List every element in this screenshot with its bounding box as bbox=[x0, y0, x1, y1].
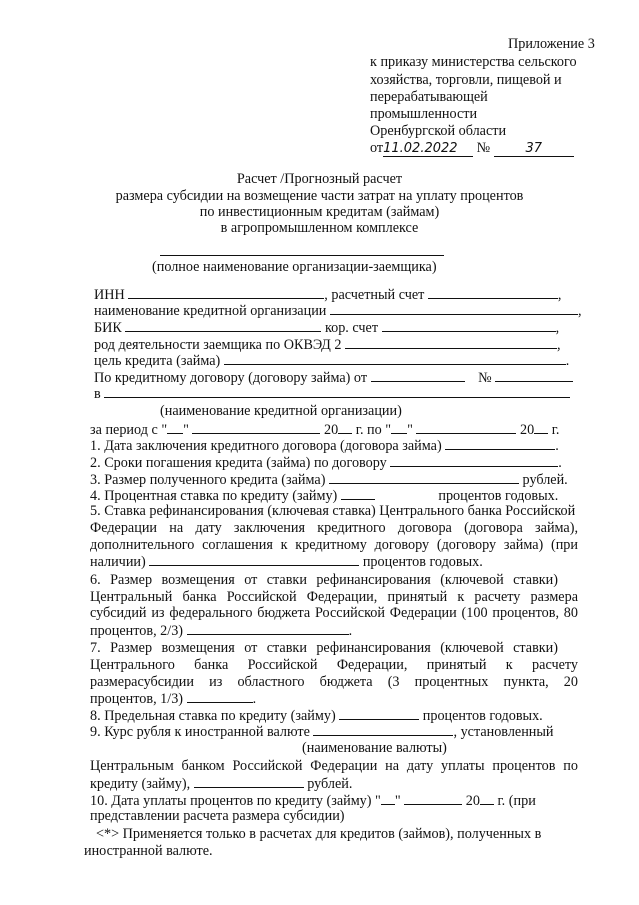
purpose-blank bbox=[224, 352, 566, 365]
item-4-blank bbox=[341, 487, 375, 500]
item-9-rate-blank bbox=[194, 775, 304, 788]
item-7-line: Центрального банка Российской Федерации, принятый к расчету bbox=[90, 657, 578, 673]
purpose-label: цель кредита (займа) bbox=[94, 353, 221, 369]
currency-caption: (наименование валюты) bbox=[302, 740, 447, 756]
in-bank-label: в bbox=[94, 386, 101, 402]
annex-line: к приказу министерства сельского bbox=[370, 54, 577, 70]
item-8-unit: процентов годовых. bbox=[422, 708, 543, 724]
annex-line: перерабатывающей bbox=[370, 89, 488, 105]
item-8 bbox=[90, 707, 543, 724]
corr-account-label: кор. счет bbox=[324, 320, 379, 336]
item-5-blank bbox=[149, 553, 359, 566]
account-label: , расчетный счет bbox=[324, 287, 425, 303]
footnote-line: иностранной валюте. bbox=[84, 843, 213, 859]
item-7-last: процентов, 1/3) . bbox=[90, 691, 257, 707]
org-caption: (полное наименование организации-заемщика) bbox=[152, 259, 437, 275]
day-blank bbox=[167, 421, 183, 434]
inn-label: ИНН bbox=[94, 287, 125, 303]
item-8-text: 8. Предельная ставка по кредиту (займу) bbox=[90, 708, 336, 724]
item-10-text: " bbox=[394, 793, 401, 809]
bik-row: БИК кор. счет , bbox=[94, 320, 560, 336]
contract-row bbox=[94, 369, 573, 386]
item-6-blank bbox=[187, 622, 349, 635]
item-6-text: процентов, 2/3) bbox=[90, 623, 184, 639]
heading-line: по инвестиционным кредитам (займам) bbox=[199, 204, 440, 220]
okved-blank bbox=[345, 336, 557, 349]
month-blank bbox=[404, 792, 462, 805]
item-4-unit: процентов годовых. bbox=[438, 488, 559, 504]
date-prefix: от bbox=[370, 140, 384, 156]
contract-no-blank bbox=[495, 369, 573, 382]
item-3-unit: рублей. bbox=[522, 472, 568, 488]
okved-row: род деятельности заемщика по ОКВЭД 2 , bbox=[94, 337, 561, 353]
handwritten-date: 11.02.2022 bbox=[383, 142, 473, 157]
item-1: 1. Дата заключения кредитного договора (договора займа) . bbox=[90, 438, 559, 454]
month-blank bbox=[192, 421, 320, 434]
credit-org-blank bbox=[330, 302, 578, 315]
annex-title: Приложение 3 bbox=[508, 36, 595, 52]
day-blank bbox=[391, 421, 407, 434]
item-4 bbox=[90, 487, 558, 504]
item-6-last: процентов, 2/3) . bbox=[90, 623, 353, 639]
period-row bbox=[90, 421, 559, 438]
okved-label: род деятельности заемщика по ОКВЭД 2 bbox=[94, 337, 342, 353]
item-6-line: 6. Размер возмещения от ставки рефинансирования (ключевой ставки) bbox=[90, 572, 558, 588]
number-label: № bbox=[476, 140, 491, 156]
item-7-line: 7. Размер возмещения от ставки рефинансирования (ключевой ставки) bbox=[90, 640, 558, 656]
heading-line: Расчет /Прогнозный расчет bbox=[236, 171, 403, 187]
item-9-blank bbox=[313, 723, 453, 736]
credit-org-label: наименование кредитной организации bbox=[94, 303, 327, 319]
item-9-last bbox=[90, 775, 352, 792]
inn-row: ИНН , расчетный счет , bbox=[94, 287, 562, 303]
period-text: г. bbox=[551, 422, 560, 438]
item-3-text: 3. Размер полученного кредита (займа) bbox=[90, 472, 326, 488]
item-9-line: Центральным банком Российской Федерации на дату уплаты процентов по bbox=[90, 758, 578, 774]
item-5-line: дополнительного соглашения к кредитному договору (договору займа) (при bbox=[90, 537, 578, 553]
item-3-blank bbox=[329, 471, 519, 484]
item-1-text: 1. Дата заключения кредитного договора (договора займа) bbox=[90, 438, 442, 454]
bank-row bbox=[94, 385, 570, 402]
contract-no-label: № bbox=[478, 370, 492, 386]
item-10 bbox=[90, 792, 536, 809]
item-10-line: представлении расчета размера субсидии) bbox=[90, 808, 345, 824]
period-text: за период с " bbox=[90, 422, 168, 438]
item-6-line: субсидий из федерального бюджета Российской Федерации (100 процентов, 80 bbox=[90, 605, 578, 621]
heading-line: в агропромышленном комплексе bbox=[220, 220, 419, 236]
item-2-blank bbox=[390, 454, 558, 467]
annex-date-row bbox=[370, 140, 574, 157]
purpose-row: цель кредита (займа) . bbox=[94, 353, 570, 369]
period-text: г. по " bbox=[355, 422, 392, 438]
footnote-line: <*> Применяется только в расчетах для кредитов (займов), полученных в bbox=[96, 826, 542, 842]
item-9-text: 9. Курс рубля к иностранной валюте bbox=[90, 724, 310, 740]
handwritten-number: 37 bbox=[494, 142, 574, 157]
item-5-text: наличии) bbox=[90, 554, 146, 570]
contract-from-label: По кредитному договору (договору займа) от bbox=[94, 370, 368, 386]
item-6-line: Центральный банка Российской Федерации, принятый к расчету размера bbox=[90, 589, 578, 605]
item-10-text: 10. Дата уплаты процентов по кредиту (займу) " bbox=[90, 793, 381, 809]
item-9 bbox=[90, 723, 554, 740]
item-7-line: размерасубсидии из областного бюджета (3 процентных пункта, 20 bbox=[90, 674, 578, 690]
inn-blank bbox=[128, 286, 324, 299]
period-text: " bbox=[183, 422, 189, 438]
period-text: " bbox=[407, 422, 413, 438]
annex-line: Оренбургской области bbox=[370, 123, 507, 139]
item-7-text: процентов, 1/3) bbox=[90, 691, 184, 707]
item-5-unit: процентов годовых. bbox=[362, 554, 483, 570]
year-blank bbox=[338, 421, 352, 434]
item-9-text: кредиту (займу), bbox=[90, 776, 191, 792]
contract-date-blank bbox=[371, 369, 465, 382]
item-5-line: 5. Ставка рефинансирования (ключевая ставка) Центрального банка Российской bbox=[90, 503, 576, 519]
period-text: 20 bbox=[324, 422, 339, 438]
item-10-text: г. (при bbox=[497, 793, 536, 809]
annex-line: промышленности bbox=[370, 106, 478, 122]
item-7-blank bbox=[187, 690, 253, 703]
item-4-text: 4. Процентная ставка по кредиту (займу) bbox=[90, 488, 338, 504]
year-blank bbox=[534, 421, 548, 434]
annex-line: хозяйства, торговли, пищевой и bbox=[370, 72, 562, 88]
item-5-last bbox=[90, 553, 483, 570]
year-blank bbox=[480, 792, 494, 805]
item-2: 2. Сроки погашения кредита (займа) по договору . bbox=[90, 455, 562, 471]
heading-line: размера субсидии на возмещение части затрат на уплату процентов bbox=[115, 188, 524, 204]
period-text: 20 bbox=[519, 422, 535, 438]
corr-account-blank bbox=[382, 319, 556, 332]
item-9-unit: рублей. bbox=[307, 776, 353, 792]
item-8-blank bbox=[339, 707, 419, 720]
bik-label: БИК bbox=[94, 320, 122, 336]
item-10-text: 20 bbox=[465, 793, 480, 809]
credit-org-row: наименование кредитной организации , bbox=[94, 303, 582, 319]
item-3 bbox=[90, 471, 568, 488]
item-1-blank bbox=[445, 437, 555, 450]
bank-blank bbox=[104, 385, 570, 398]
day-blank bbox=[381, 792, 395, 805]
item-9-tail: , установленный bbox=[453, 724, 554, 740]
month-blank bbox=[416, 421, 516, 434]
org-name-line bbox=[160, 255, 444, 256]
bank-caption: (наименование кредитной организации) bbox=[160, 403, 402, 419]
account-blank bbox=[428, 286, 558, 299]
item-5-line: Федерации на дату заключения кредитного договора (договора займа), bbox=[90, 520, 578, 536]
bik-blank bbox=[125, 319, 321, 332]
item-2-text: 2. Сроки погашения кредита (займа) по договору bbox=[90, 455, 387, 471]
